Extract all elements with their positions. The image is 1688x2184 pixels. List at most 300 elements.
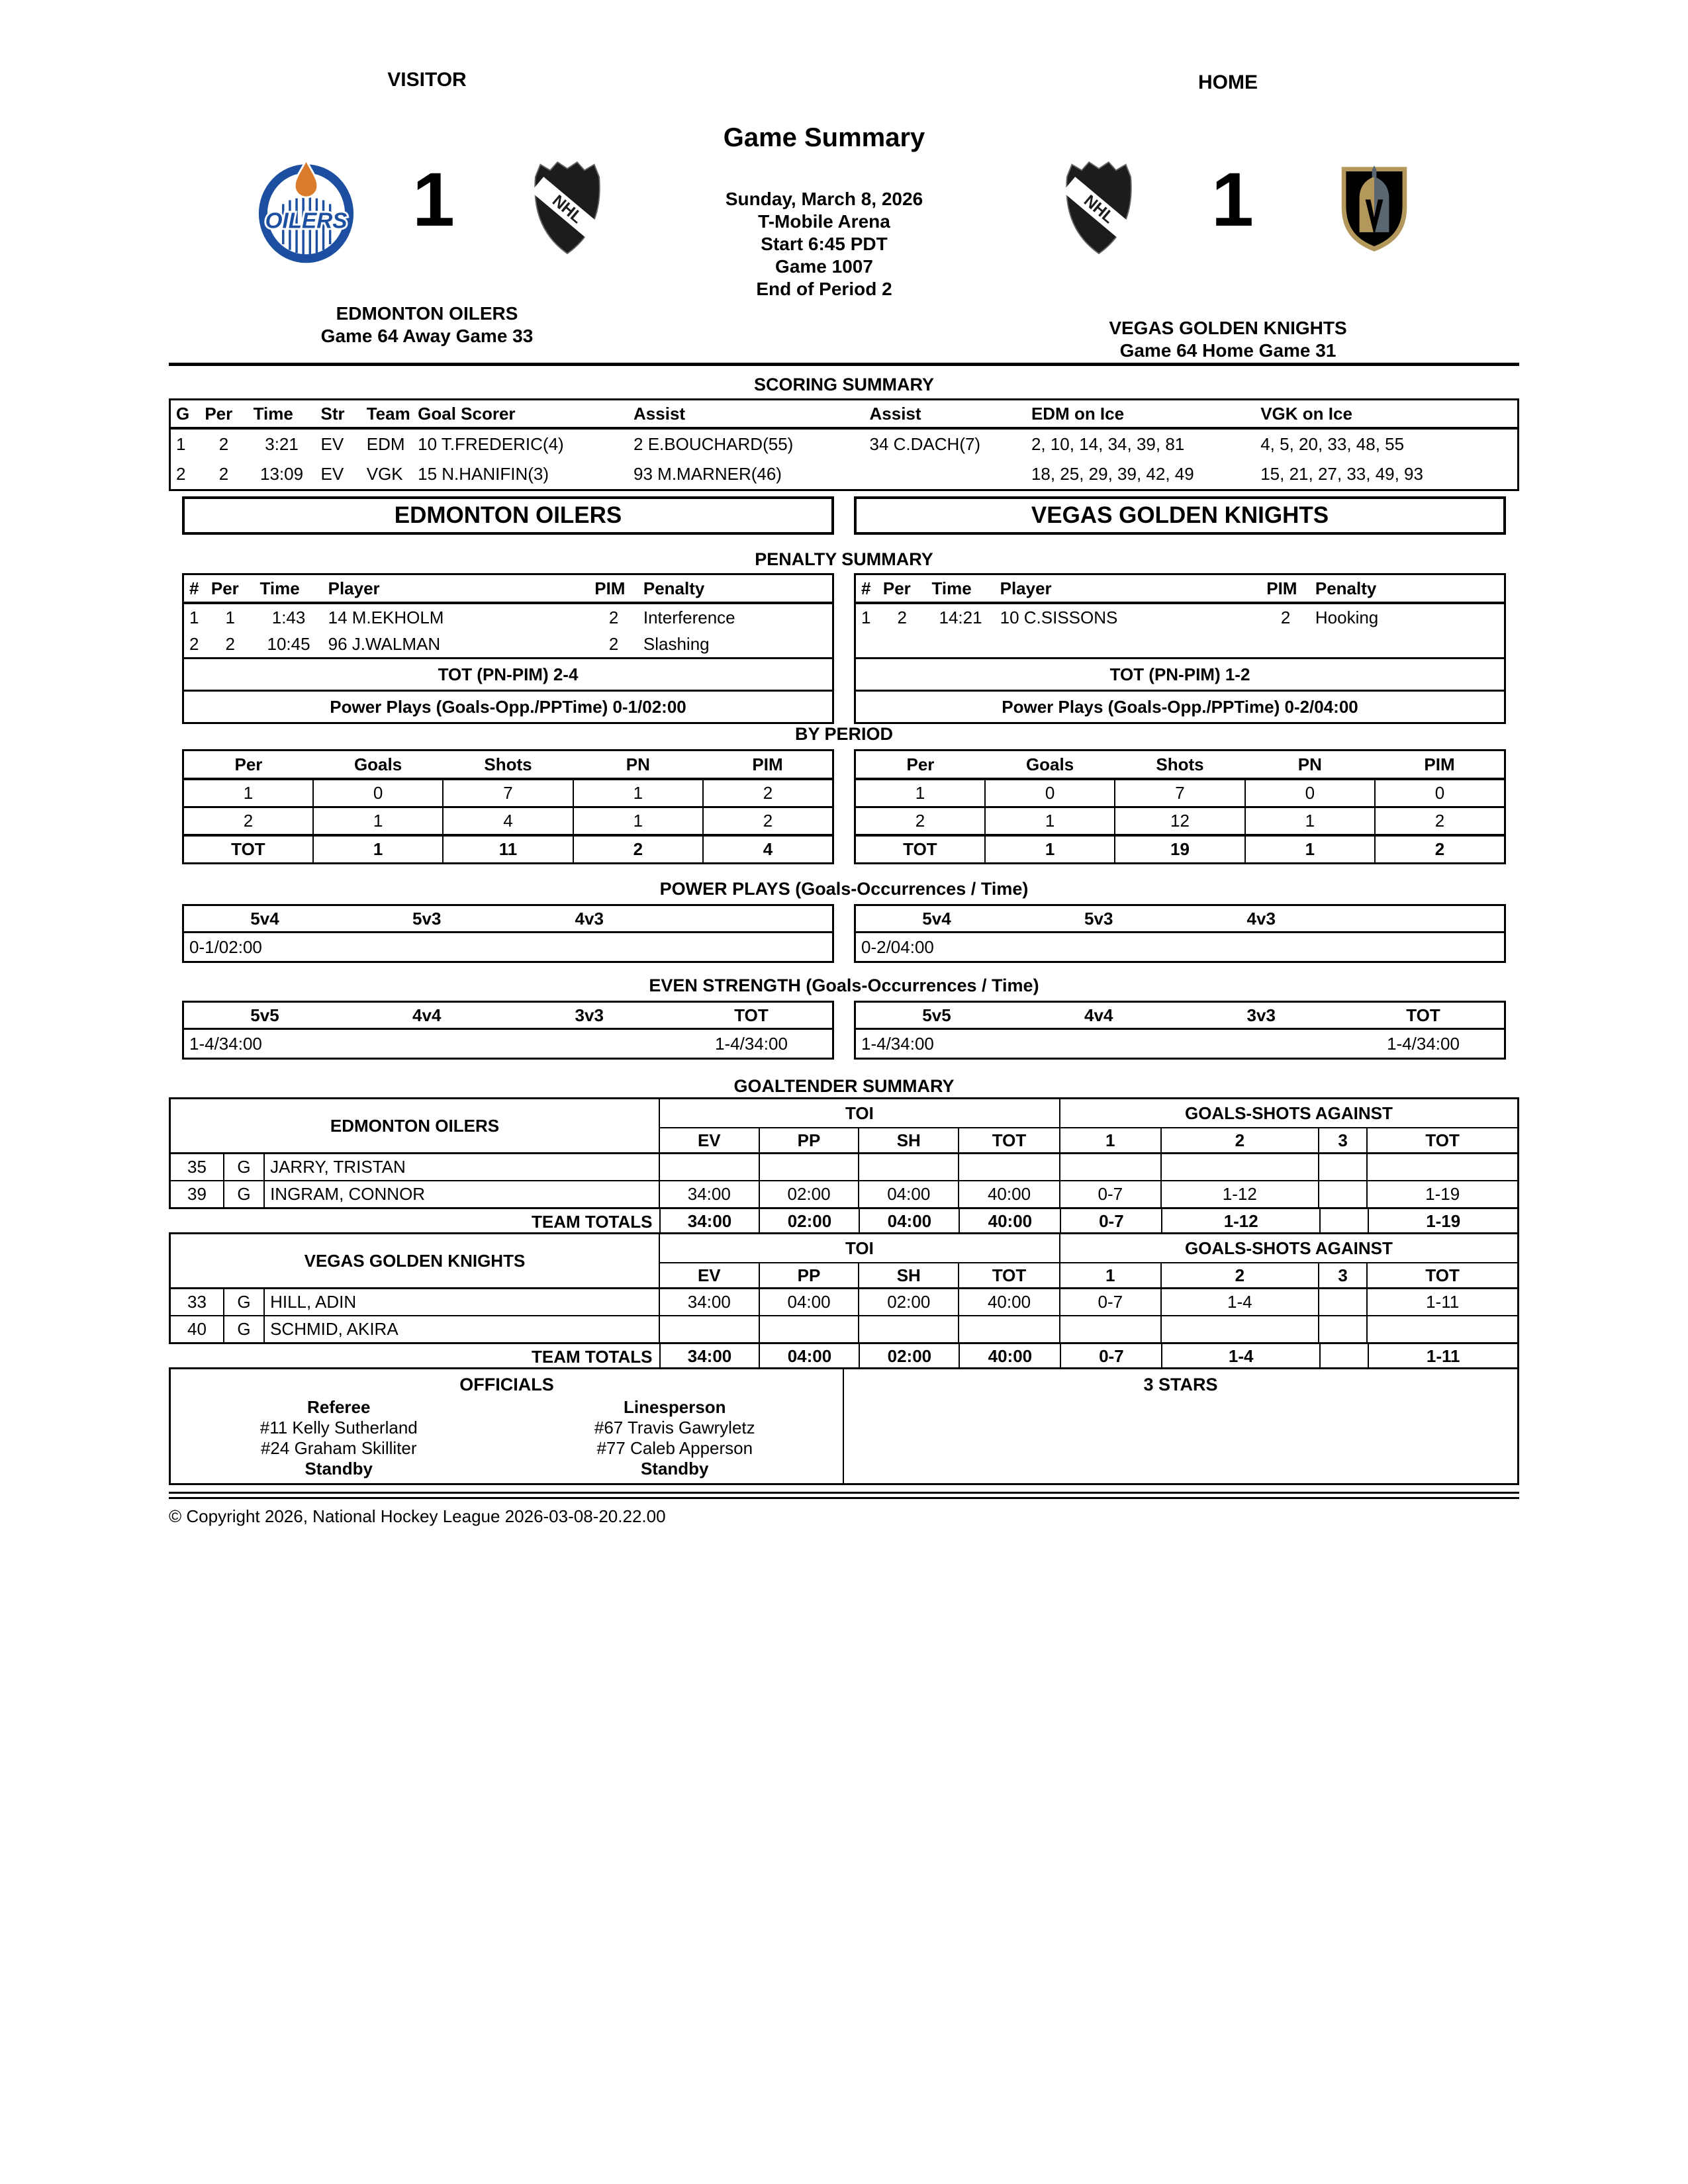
even-strength-table-home	[854, 1001, 1506, 1060]
col-header-pp: PP	[759, 1128, 859, 1154]
cell-sh: 02:00	[859, 1289, 959, 1316]
cell-per: 2	[897, 607, 907, 627]
col-header-blank	[1342, 905, 1505, 933]
cell-pn: 2	[573, 835, 703, 864]
cell-3v3	[508, 1029, 671, 1059]
by-period-row	[855, 779, 1505, 807]
cell-5v5: 1-4/34:00	[189, 1033, 262, 1054]
cell-number: 35	[170, 1154, 224, 1181]
cell-4v3	[508, 933, 671, 962]
cell-p3	[1319, 1289, 1367, 1316]
col-header-p2: 2	[1161, 1128, 1319, 1154]
col-header-time: Time	[927, 574, 995, 604]
cell-gtot: 1-11	[1367, 1289, 1518, 1316]
vgk-shield-logo	[1337, 158, 1411, 259]
cell-per: 1	[225, 607, 235, 627]
cell-p1	[1060, 1154, 1161, 1181]
col-header-goals: Goals	[985, 751, 1115, 780]
by-period-row	[855, 807, 1505, 836]
cell-team: VGK	[366, 464, 403, 484]
col-header-penalty: Penalty	[1310, 574, 1505, 604]
col-header-4v3: 4v3	[1180, 905, 1343, 933]
cell-gtot: 1-19	[1368, 1209, 1519, 1235]
goaltender-section-home	[169, 1232, 1519, 1370]
cell-pn: 1	[573, 779, 703, 807]
col-header-per: Per	[878, 574, 927, 604]
cell-time: 1:43	[271, 607, 306, 627]
cell-tot	[959, 1316, 1060, 1343]
scoring-row-1	[170, 428, 1519, 459]
col-header-assist2: Assist	[865, 400, 1026, 429]
cell-pp	[759, 1316, 859, 1343]
cell-per: 2	[855, 807, 985, 836]
col-header-time: Time	[248, 400, 316, 429]
cell-position: G	[224, 1316, 264, 1343]
col-header-3v3: 3v3	[508, 1002, 671, 1029]
cell-per: 2	[218, 464, 229, 484]
cell-p3	[1319, 1181, 1367, 1208]
footer-divider	[169, 1492, 1519, 1499]
cell-str: EV	[320, 434, 344, 454]
cell-vgk-on-ice: 15, 21, 27, 33, 49, 93	[1260, 464, 1423, 484]
even-strength-table-visitor	[182, 1001, 834, 1060]
by-period-table-home	[854, 749, 1506, 864]
cell-player: 14 M.EKHOLM	[328, 607, 444, 627]
cell-p3	[1319, 1154, 1367, 1181]
cell-pim: 2	[703, 779, 833, 807]
col-header-pim: PIM	[589, 574, 638, 604]
cell-tot: 40:00	[959, 1209, 1060, 1235]
referee-name: #24 Graham Skilliter	[260, 1438, 417, 1458]
goaltender-section-visitor	[169, 1097, 1519, 1235]
cell-shots: 4	[443, 807, 573, 836]
standby-label: Standby	[305, 1459, 373, 1479]
cell-goals: 1	[313, 807, 443, 836]
cell-goals: 1	[313, 835, 443, 864]
cell-goals: 0	[985, 779, 1115, 807]
cell-num: 2	[189, 633, 199, 654]
goaltender-team-totals-row	[169, 1209, 1519, 1235]
col-header-per: Per	[199, 400, 248, 429]
cell-p1: 0-7	[1060, 1209, 1161, 1235]
empty-cell	[855, 631, 1505, 659]
col-header-3v3: 3v3	[1180, 1002, 1343, 1029]
cell-assist1: 2 E.BOUCHARD(55)	[633, 434, 794, 454]
power-plays-header-row	[183, 905, 833, 933]
cell-pn: 1	[573, 807, 703, 836]
col-header-5v4: 5v4	[855, 905, 1018, 933]
visitor-label: VISITOR	[387, 69, 467, 91]
penalty-table-home	[854, 573, 1506, 724]
col-header-shots: Shots	[443, 751, 573, 780]
by-period-header-row	[855, 751, 1505, 780]
linesperson-column	[507, 1397, 843, 1479]
penalty-powerplays: Power Plays (Goals-Opp./PPTime) 0-1/02:00	[183, 691, 833, 723]
even-strength-section	[182, 1001, 1506, 1060]
col-header-sh: SH	[859, 1263, 959, 1289]
cell-shots: 12	[1115, 807, 1244, 836]
cell-assist2	[865, 459, 1026, 490]
col-header-shots: Shots	[1115, 751, 1244, 780]
by-period-heading: BY PERIOD	[794, 724, 894, 744]
cell-shots: 11	[443, 835, 573, 864]
cell-p1: 0-7	[1060, 1181, 1161, 1208]
cell-gtot	[1367, 1316, 1518, 1343]
cell-time: 3:21	[265, 434, 299, 454]
power-plays-value-row	[855, 933, 1505, 962]
cell-shots: 7	[443, 779, 573, 807]
home-team-banner: VEGAS GOLDEN KNIGHTS	[854, 496, 1506, 535]
penalty-summary-heading: PENALTY SUMMARY	[755, 549, 933, 569]
col-header-gtot: TOT	[1367, 1128, 1518, 1154]
by-period-row	[183, 779, 833, 807]
penalty-total: TOT (PN-PIM) 2-4	[183, 659, 833, 691]
penalty-row	[855, 603, 1505, 631]
even-strength-header-row	[183, 1002, 833, 1029]
cell-per: 2	[225, 633, 235, 654]
col-header-assist1: Assist	[628, 400, 864, 429]
cell-5v4: 0-1/02:00	[189, 936, 262, 957]
cell-sh: 02:00	[859, 1344, 959, 1370]
col-header-p3: 3	[1319, 1263, 1367, 1289]
col-header-ev: EV	[659, 1128, 759, 1154]
penalty-total-row	[855, 659, 1505, 691]
penalty-header-row	[855, 574, 1505, 604]
cell-tot: 1-4/34:00	[1387, 1033, 1460, 1054]
goaltender-row	[170, 1316, 1519, 1343]
col-header-gtot: TOT	[1367, 1263, 1518, 1289]
cell-per: 1	[183, 779, 313, 807]
cell-time: 10:45	[267, 633, 310, 654]
col-header-pim: PIM	[703, 751, 833, 780]
penalty-powerplays: Power Plays (Goals-Opp./PPTime) 0-2/04:00	[855, 691, 1505, 723]
col-header-tot: TOT	[671, 1002, 833, 1029]
cell-penalty: Interference	[643, 607, 735, 627]
even-strength-heading: EVEN STRENGTH (Goals-Occurrences / Time)	[649, 976, 1039, 995]
col-header-penalty: Penalty	[638, 574, 833, 604]
cell-3v3	[1180, 1029, 1343, 1059]
cell-p1	[1060, 1316, 1161, 1343]
cell-scorer: 10 T.FREDERIC(4)	[418, 434, 564, 454]
arena-name: T-Mobile Arena	[758, 211, 890, 232]
power-plays-table-visitor	[182, 904, 834, 963]
goaltender-team-name: VEGAS GOLDEN KNIGHTS	[170, 1234, 659, 1289]
gsa-group-header: GOALS-SHOTS AGAINST	[1060, 1099, 1519, 1128]
col-header-4v4: 4v4	[1017, 1002, 1180, 1029]
cell-pn: 1	[1245, 807, 1375, 836]
by-period-row	[183, 807, 833, 836]
cell-num: 1	[861, 607, 871, 627]
by-period-header-row	[183, 751, 833, 780]
cell-goals: 1	[985, 835, 1115, 864]
goaltender-row	[170, 1181, 1519, 1208]
cell-p1: 0-7	[1060, 1344, 1161, 1370]
cell-ev: 34:00	[659, 1289, 759, 1316]
cell-goals: 1	[985, 807, 1115, 836]
cell-ev	[659, 1154, 759, 1181]
by-period-total-row	[855, 835, 1505, 864]
cell-position: G	[224, 1181, 264, 1208]
cell-gtot	[1367, 1154, 1518, 1181]
col-header-sh: SH	[859, 1128, 959, 1154]
col-header-vgk-on-ice: VGK on Ice	[1255, 400, 1518, 429]
cell-pp	[759, 1154, 859, 1181]
cell-pp: 04:00	[759, 1289, 859, 1316]
col-header-player: Player	[995, 574, 1262, 604]
penalty-summary-section	[182, 573, 1506, 724]
penalty-row	[183, 631, 833, 659]
cell-number: 40	[170, 1316, 224, 1343]
cell-p3	[1319, 1316, 1367, 1343]
cell-sh	[859, 1316, 959, 1343]
scoring-header-row	[170, 400, 1519, 429]
col-header-5v4: 5v4	[183, 905, 346, 933]
penalty-powerplay-row	[855, 691, 1505, 723]
visitor-team-name: EDMONTON OILERS	[336, 303, 518, 324]
cell-position: G	[224, 1289, 264, 1316]
home-game-info: Game 64 Home Game 31	[1119, 340, 1336, 361]
goaltender-table-home	[169, 1232, 1519, 1344]
penalty-table-visitor	[182, 573, 834, 724]
game-status: End of Period 2	[756, 279, 892, 299]
col-header-goal-scorer: Goal Scorer	[412, 400, 628, 429]
game-number: Game 1007	[775, 256, 873, 277]
cell-5v3	[346, 933, 508, 962]
cell-pim: 2	[1375, 807, 1505, 836]
cell-tot: 40:00	[959, 1289, 1060, 1316]
officials-title: OFFICIALS	[459, 1375, 554, 1394]
cell-pim: 4	[703, 835, 833, 864]
goaltender-row	[170, 1289, 1519, 1316]
cell-gtot: 1-19	[1367, 1181, 1518, 1208]
scoring-summary-heading: SCORING SUMMARY	[753, 375, 934, 394]
goaltender-row	[170, 1154, 1519, 1181]
cell-blank	[1342, 933, 1505, 962]
col-header-p3: 3	[1319, 1128, 1367, 1154]
by-period-total-row	[183, 835, 833, 864]
col-header-5v5: 5v5	[855, 1002, 1018, 1029]
col-header-4v3: 4v3	[508, 905, 671, 933]
start-time: Start 6:45 PDT	[761, 234, 888, 254]
penalty-header-row	[183, 574, 833, 604]
goaltender-table-visitor	[169, 1097, 1519, 1209]
col-header-p2: 2	[1161, 1263, 1319, 1289]
by-period-table-visitor	[182, 749, 834, 864]
cell-number: 39	[170, 1181, 224, 1208]
scoring-summary-table	[169, 398, 1519, 491]
cell-pim: 2	[608, 607, 619, 627]
cell-pim: 2	[1280, 607, 1291, 627]
header-divider	[169, 363, 1519, 366]
col-header-ev: EV	[659, 1263, 759, 1289]
cell-penalty: Slashing	[643, 633, 710, 654]
cell-ev: 34:00	[659, 1344, 759, 1370]
cell-p3	[1319, 1209, 1368, 1235]
game-date: Sunday, March 8, 2026	[725, 189, 923, 209]
cell-goalie-name: JARRY, TRISTAN	[264, 1154, 659, 1181]
by-period-section	[182, 749, 1506, 864]
cell-p2	[1161, 1316, 1319, 1343]
col-header-tot: TOT	[1342, 1002, 1505, 1029]
cell-ev: 34:00	[659, 1209, 759, 1235]
penalty-total: TOT (PN-PIM) 1-2	[855, 659, 1505, 691]
home-score: 1	[1211, 158, 1254, 242]
referee-name: #11 Kelly Sutherland	[259, 1418, 418, 1437]
cell-4v4	[1017, 1029, 1180, 1059]
visitor-game-info: Game 64 Away Game 33	[320, 326, 534, 346]
officials-section	[169, 1367, 1519, 1485]
team-totals-label: TEAM TOTALS	[532, 1212, 653, 1232]
scoring-row-2	[170, 459, 1519, 490]
cell-shots: 7	[1115, 779, 1244, 807]
cell-p2: 1-12	[1161, 1181, 1319, 1208]
cell-pn: 1	[1245, 835, 1375, 864]
col-header-5v5: 5v5	[183, 1002, 346, 1029]
col-header-per: Per	[206, 574, 255, 604]
col-header-num: #	[855, 574, 878, 604]
cell-time: 14:21	[939, 607, 982, 627]
cell-per: 1	[855, 779, 985, 807]
cell-tot-label: TOT	[855, 835, 985, 864]
col-header-pn: PN	[573, 751, 703, 780]
cell-pim: 2	[703, 807, 833, 836]
cell-goalie-name: INGRAM, CONNOR	[264, 1181, 659, 1208]
officials-panel	[171, 1369, 844, 1483]
goaltender-summary-heading: GOALTENDER SUMMARY	[733, 1076, 955, 1096]
game-info-block	[626, 188, 1023, 300]
col-header-num: #	[183, 574, 206, 604]
visitor-score: 1	[412, 158, 455, 242]
cell-p2: 1-4	[1161, 1289, 1319, 1316]
cell-edm-on-ice: 18, 25, 29, 39, 42, 49	[1031, 464, 1194, 484]
goaltender-group-header-row	[170, 1099, 1519, 1128]
cell-per: 2	[218, 434, 229, 454]
cell-5v5: 1-4/34:00	[861, 1033, 934, 1054]
cell-goals: 0	[313, 779, 443, 807]
cell-4v4	[346, 1029, 508, 1059]
cell-position: G	[224, 1154, 264, 1181]
cell-goalie-name: HILL, ADIN	[264, 1289, 659, 1316]
cell-edm-on-ice: 2, 10, 14, 34, 39, 81	[1031, 434, 1185, 454]
three-stars-panel	[844, 1369, 1517, 1483]
nhl-shield-logo-right	[1058, 159, 1140, 257]
cell-pp: 02:00	[759, 1181, 859, 1208]
col-header-p1: 1	[1060, 1263, 1161, 1289]
cell-number: 33	[170, 1289, 224, 1316]
col-header-time: Time	[255, 574, 323, 604]
cell-pn: 0	[1245, 779, 1375, 807]
standby-label: Standby	[640, 1459, 709, 1479]
page-title: Game Summary	[723, 123, 925, 152]
scoring-summary-section	[169, 398, 1519, 491]
linesperson-name: #67 Travis Gawryletz	[594, 1418, 755, 1437]
penalty-row	[183, 603, 833, 631]
cell-assist2: 34 C.DACH(7)	[869, 434, 981, 454]
cell-player: 96 J.WALMAN	[328, 633, 441, 654]
cell-player: 10 C.SISSONS	[1000, 607, 1118, 627]
cell-blank	[671, 933, 833, 962]
svg-text:OILERS: OILERS	[265, 208, 348, 234]
cell-tot: 40:00	[959, 1344, 1060, 1370]
cell-time: 13:09	[260, 464, 304, 484]
col-header-4v4: 4v4	[346, 1002, 508, 1029]
cell-team: EDM	[366, 434, 405, 454]
cell-num: 1	[189, 607, 199, 627]
penalty-powerplay-row	[183, 691, 833, 723]
linesperson-name: #77 Caleb Apperson	[596, 1438, 753, 1458]
visitor-team-banner: EDMONTON OILERS	[182, 496, 834, 535]
cell-str: EV	[320, 464, 344, 484]
cell-vgk-on-ice: 4, 5, 20, 33, 48, 55	[1260, 434, 1405, 454]
cell-g: 2	[176, 464, 186, 484]
col-header-tot: TOT	[959, 1263, 1060, 1289]
cell-penalty: Hooking	[1315, 607, 1379, 627]
cell-pp: 02:00	[759, 1209, 859, 1235]
col-header-str: Str	[315, 400, 361, 429]
col-header-5v3: 5v3	[346, 905, 508, 933]
oilers-logo	[258, 156, 354, 263]
linesperson-label: Linesperson	[623, 1397, 726, 1417]
cell-5v3	[1017, 933, 1180, 962]
cell-sh	[859, 1154, 959, 1181]
goaltender-team-name: EDMONTON OILERS	[170, 1099, 659, 1154]
home-team-name: VEGAS GOLDEN KNIGHTS	[1109, 318, 1347, 338]
even-strength-value-row	[855, 1029, 1505, 1059]
penalty-row-empty	[855, 631, 1505, 659]
power-plays-section	[182, 904, 1506, 963]
col-header-per: Per	[855, 751, 985, 780]
cell-goalie-name: SCHMID, AKIRA	[264, 1316, 659, 1343]
col-header-per: Per	[183, 751, 313, 780]
power-plays-heading: POWER PLAYS (Goals-Occurrences / Time)	[659, 879, 1029, 899]
cell-ev: 34:00	[659, 1181, 759, 1208]
copyright-line: © Copyright 2026, National Hockey League 2026-03-08-20.22.00	[169, 1506, 666, 1526]
col-header-pn: PN	[1245, 751, 1375, 780]
power-plays-table-home	[854, 904, 1506, 963]
cell-p2: 1-12	[1161, 1209, 1319, 1235]
col-header-blank	[671, 905, 833, 933]
goaltender-team-totals-row	[169, 1344, 1519, 1370]
cell-sh: 04:00	[859, 1181, 959, 1208]
home-label: HOME	[1198, 71, 1258, 93]
even-strength-value-row	[183, 1029, 833, 1059]
svg-text:NHL: NHL	[548, 191, 586, 228]
cell-p1: 0-7	[1060, 1289, 1161, 1316]
power-plays-header-row	[855, 905, 1505, 933]
cell-pim: 0	[1375, 779, 1505, 807]
goaltender-group-header-row	[170, 1234, 1519, 1263]
referee-label: Referee	[307, 1397, 371, 1417]
nhl-shield-logo-left	[526, 159, 608, 257]
power-plays-value-row	[183, 933, 833, 962]
col-header-pim: PIM	[1375, 751, 1505, 780]
cell-shots: 19	[1115, 835, 1244, 864]
cell-pim: 2	[1375, 835, 1505, 864]
cell-gtot: 1-11	[1368, 1344, 1519, 1370]
cell-4v3	[1180, 933, 1343, 962]
cell-tot: 40:00	[959, 1181, 1060, 1208]
cell-p2: 1-4	[1161, 1344, 1319, 1370]
col-header-pp: PP	[759, 1263, 859, 1289]
toi-group-header: TOI	[659, 1099, 1060, 1128]
toi-group-header: TOI	[659, 1234, 1060, 1263]
col-header-g: G	[170, 400, 200, 429]
cell-scorer: 15 N.HANIFIN(3)	[418, 464, 549, 484]
cell-tot-label: TOT	[183, 835, 313, 864]
cell-5v4: 0-2/04:00	[861, 936, 934, 957]
cell-g: 1	[176, 434, 186, 454]
cell-pp: 04:00	[759, 1344, 859, 1370]
